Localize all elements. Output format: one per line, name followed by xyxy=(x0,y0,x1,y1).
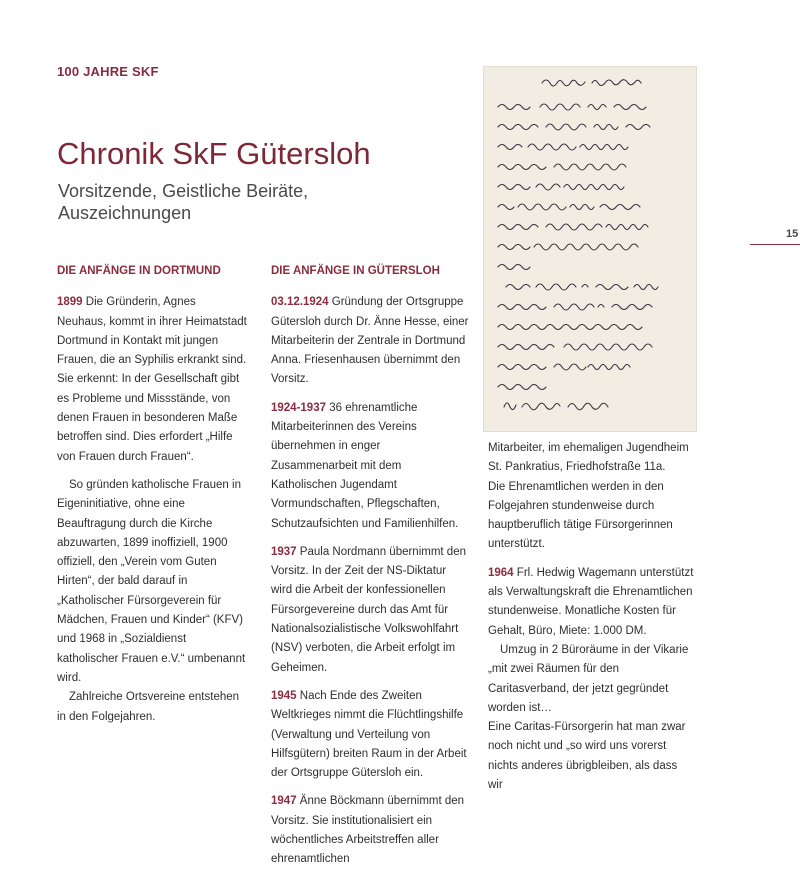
chronicle-entry xyxy=(271,543,469,678)
letter-scan xyxy=(484,67,696,431)
page-title: Chronik SkF Gütersloh xyxy=(57,136,371,171)
chronicle-entry xyxy=(271,687,469,783)
page-number-rule xyxy=(750,244,800,245)
entry-year: 1924-1937 xyxy=(271,401,326,414)
paragraph: So gründen katholische Frauen in Eigeninitiative, ohne eine Beauftragung durch die Kirche abzuwarten, 1899 inoffiziell, 1900 offiziell, den „Verein vom Guten Hirten“, der bald darauf in „Katholischer Fürsorgeverein für Mädchen, Frauen und Kinder“ (KFV) und 1968 in „Sozialdienst katholischer Frauen e.V.“ umbenannt wird. xyxy=(57,478,246,684)
chronicle-entry xyxy=(488,564,694,641)
paragraph: Eine Caritas-Fürsorgerin hat man zwar noch nicht und „so wird uns vorerst nichts anderes übrigbleiben, als dass wir xyxy=(488,721,686,792)
chronicle-entry xyxy=(271,293,469,389)
entry-text: Änne Böckmann übernimmt den Vorsitz. Sie institutionalisiert ein wöchentliches Arbeitstreffen aller ehrenamtlichen xyxy=(271,795,465,866)
entry-text: Gründung der Ortsgruppe Gütersloh durch Dr. Änne Hesse, einer Mitarbeiterin der Zentrale in Dortmund Anna. Friesenhausen übernimmt den Vorsitz. xyxy=(271,296,469,386)
page-subtitle: Vorsitzende, Geistliche Beiräte, Auszeichnungen xyxy=(58,181,309,223)
page-number: 15 xyxy=(786,228,799,240)
paragraph: Umzug in 2 Büroräume in der Vikarie „mit zwei Räumen für den Caritasverband, der jetzt gegründet worden ist… xyxy=(488,643,689,714)
chronicle-entry xyxy=(57,293,247,467)
entry-year: 1937 xyxy=(271,545,297,558)
column-guetersloh xyxy=(271,262,469,879)
entry-year: 1945 xyxy=(271,689,297,702)
entry-year: 1899 xyxy=(57,296,83,309)
chronicle-entry xyxy=(271,792,469,869)
section-heading: DIE ANFÄNGE IN DORTMUND xyxy=(57,265,221,277)
entry-text: 36 ehrenamtliche Mitarbeiterinnen des Vereins übernehmen in enger Zusammenarbeit mit dem Katholischen Jugendamt Vormundschaften, Pflegschaften, Schutzaufsichten und Familienhilfen. xyxy=(271,401,459,530)
entry-year: 1964 xyxy=(488,566,514,579)
paragraph: Zahlreiche Ortsvereine entstehen in den Folgejahren. xyxy=(57,691,240,723)
entry-year: 03.12.1924 xyxy=(271,296,329,309)
entry-year: 1947 xyxy=(271,795,297,808)
entry-text: Frl. Hedwig Wagemann unterstützt als Verwaltungskraft die Ehrenamtlichen stundenweise. Monatliche Kosten für Gehalt, Büro, Miete: 1.000 DM. xyxy=(488,566,694,637)
entry-text: Die Gründerin, Agnes Neuhaus, kommt in ihrer Heimatstadt Dortmund in Kontakt mit jungen Frauen, die an Syphilis erkrankt sind. Sie erkennt: In der Gesellschaft gibt es Probleme und Missstände, von denen Frauen in besonderen Maße betroffen sind. Dies erfordert „Hilfe von Frauen durch Frauen“. xyxy=(57,296,247,463)
entry-text: Paula Nordmann übernimmt den Vorsitz. In der Zeit der NS-Diktatur wird die Arbeit der konfessionellen Fürsorgevereine durch das Amt für Nationalsozialistische Volkswohlfahrt (NSV) verboten, die Arbeit erfolgt im Geheimen. xyxy=(271,545,466,674)
paragraph: Mitarbeiter, im ehemaligen Jugendheim St. Pankratius, Friedhofstraße 11a. xyxy=(488,442,689,474)
handwritten-letter-image xyxy=(484,67,696,431)
entry-text: Nach Ende des Zweiten Weltkrieges nimmt die Flüchtlingshilfe (Verwaltung und Verteilung von Hilfsgütern) breiten Raum in der Arbeit der Ortsgruppe Gütersloh ein. xyxy=(271,689,467,780)
section-heading: DIE ANFÄNGE IN GÜTERSLOH xyxy=(271,265,440,277)
kicker: 100 JAHRE SKF xyxy=(57,64,159,79)
column-dortmund xyxy=(57,262,247,727)
chronicle-entry xyxy=(271,399,469,534)
paragraph: Die Ehrenamtlichen werden in den Folgejahren stundenweise durch hauptberuflich tätige Fürsorgerinnen unterstützt. xyxy=(488,480,673,551)
column-continued xyxy=(488,439,694,804)
